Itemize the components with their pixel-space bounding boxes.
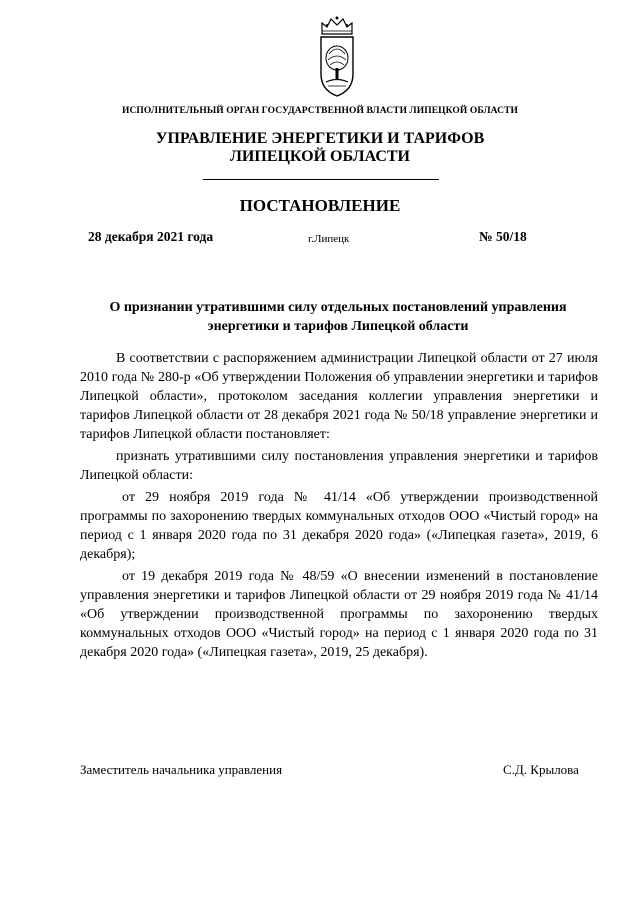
lipetsk-coat-of-arms-icon bbox=[318, 14, 356, 98]
document-city: г.Липецк bbox=[308, 233, 350, 245]
document-number: № 50/18 bbox=[479, 229, 527, 244]
subject-line-1: О признании утратившими силу отдельных постановлений управления bbox=[109, 300, 567, 315]
signatory-name: С.Д. Крылова bbox=[503, 762, 579, 777]
document-type-title: ПОСТАНОВЛЕНИЕ bbox=[239, 196, 401, 215]
document-subject bbox=[78, 298, 598, 336]
body-paragraph-decision: признать утратившими силу постановления управления энергетики и тарифов Липецкой области: bbox=[80, 449, 598, 483]
document-body bbox=[80, 349, 598, 662]
header-divider bbox=[203, 179, 439, 180]
document-date: 28 декабря 2021 года bbox=[88, 229, 214, 244]
body-paragraph-item-1: от 29 ноября 2019 года № 41/14 «Об утверждении производственной программы по захоронению твердых коммунальных отходов ООО «Чистый город» на период с 1 января 2020 года по 31 декабря 2020 года» («Липецкая газета», 2019, 6 декабря); bbox=[80, 490, 598, 562]
body-paragraph-item-2: от 19 декабря 2019 года № 48/59 «О внесении изменений в постановление управления энергетики и тарифов Липецкой области от 29 ноября 2019 года № 41/14 «Об утверждении производственной программы по захоронению твердых коммунальных отходов ООО «Чистый город» на период с 1 января 2020 года по 31 декабря 2020 года» («Липецкая газета», 2019, 25 декабря). bbox=[80, 569, 598, 660]
department-name-line-2: ЛИПЕЦКОЙ ОБЛАСТИ bbox=[230, 148, 410, 165]
issuing-authority: ИСПОЛНИТЕЛЬНЫЙ ОРГАН ГОСУДАРСТВЕННОЙ ВЛАСТИ ЛИПЕЦКОЙ ОБЛАСТИ bbox=[121, 106, 519, 116]
department-name-line-1: УПРАВЛЕНИЕ ЭНЕРГЕТИКИ И ТАРИФОВ bbox=[155, 130, 485, 147]
subject-line-2: энергетики и тарифов Липецкой области bbox=[207, 319, 469, 334]
department-name bbox=[0, 130, 640, 166]
body-paragraph-preamble: В соответствии с распоряжением администрации Липецкой области от 27 июля 2010 года № 280-р «Об утверждении Положения об управлении энергетики и тарифов Липецкой области», протоколом заседания коллегии управления энергетики и тарифов Липецкой области от 28 декабря 2021 года № 50/18 управление энергетики и тарифов Липецкой области постановляет: bbox=[80, 351, 598, 442]
signatory-title: Заместитель начальника управления bbox=[80, 762, 283, 777]
